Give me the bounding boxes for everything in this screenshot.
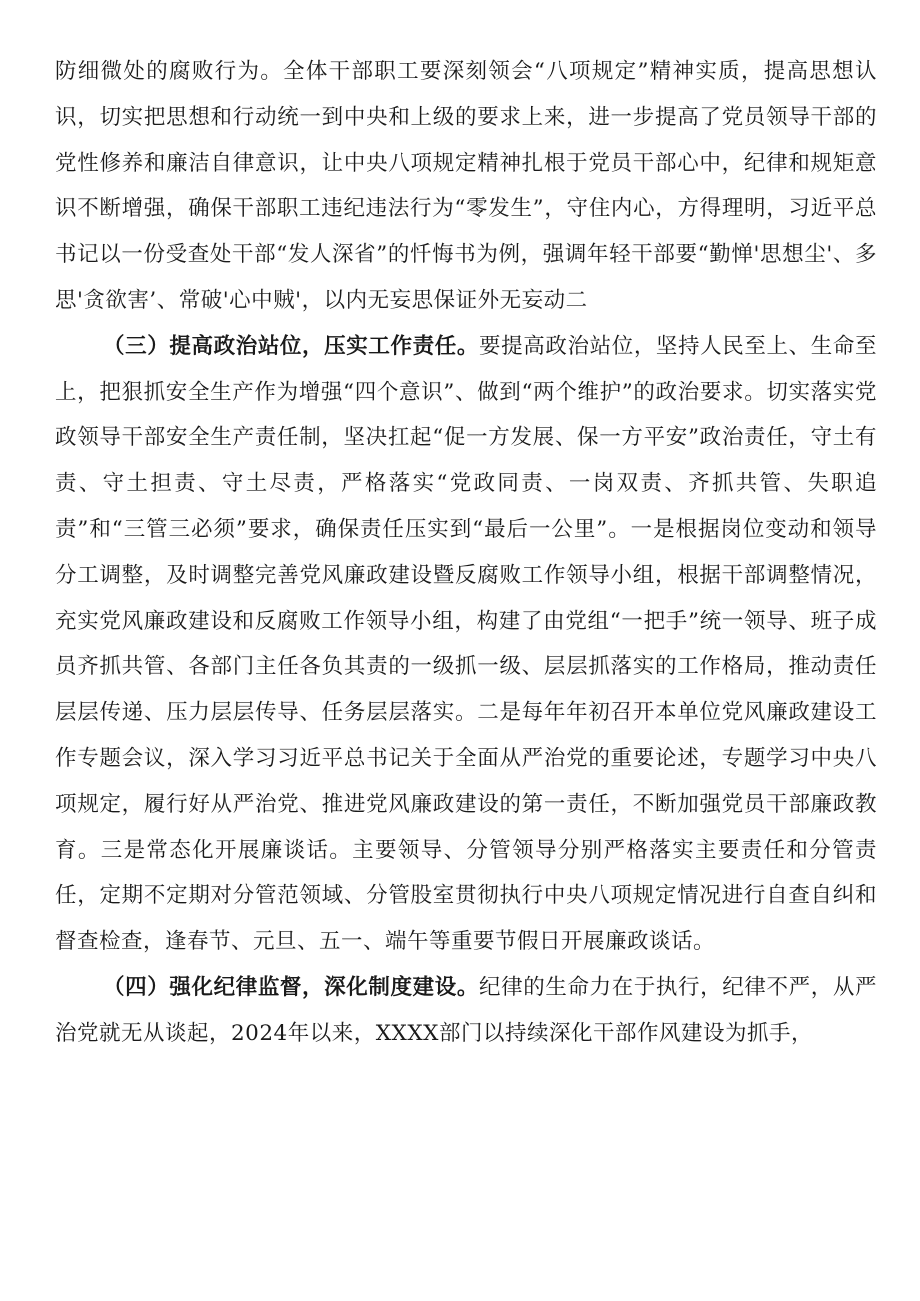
section-heading: （四）强化纪律监督，深化制度建设。 bbox=[103, 974, 479, 1000]
paragraph-section-3 bbox=[55, 324, 877, 965]
document-page bbox=[55, 49, 877, 1057]
paragraph-text: 要提高政治站位，坚持人民至上、生命至上，把狠抓安全生产作为增强“四个意识”、做到“两个维护”的政治要求。切实落实党政领导干部安全生产责任制，坚决扛起“促一方发展、保一方平安”政治责任，守土有责、守土担责、守土尽责，严格落实“党政同责、一岗双责、齐抓共管、失职追责”和“三管三必须”要求，确保责任压实到“最后一公里”。一是根据岗位变动和领导分工调整，及时调整完善党风廉政建设暨反腐败工作领导小组，根据干部调整情况，充实党风廉政建设和反腐败工作领导小组，构建了由党组“一把手”统一领导、班子成员齐抓共管、各部门主任各负其责的一级抓一级、层层抓落实的工作格局，推动责任层层传递、压力层层传导、任务层层落实。二是每年年初召开本单位党风廉政建设工作专题会议，深入学习习近平总书记关于全面从严治党的重要论述，专题学习中央八项规定，履行好从严治党、推进党风廉政建设的第一责任，不断加强党员干部廉政教育。三是常态化开展廉谈话。主要领导、分管领导分别严格落实主要责任和分管责任，定期不定期对分管范领域、分管股室贯彻执行中央八项规定情况进行自查自纠和督查检查，逢春节、元旦、五一、端午等重要节假日开展廉政谈话。 bbox=[55, 333, 877, 955]
paragraph-text: 防细微处的腐败行为。全体干部职工要深刻领会“八项规定”精神实质，提高思想认识，切实把思想和行动统一到中央和上级的要求上来，进一步提高了党员领导干部的党性修养和廉洁自律意识，让中央八项规定精神扎根于党员干部心中，纪律和规矩意识不断增强，确保干部职工违纪违法行为“零发生”，守住内心，方得理明，习近平总书记以一份受查处干部“发人深省”的忏悔书为例，强调年轻干部要“勤惮'思想尘'、多思'贪欲害’、常破'心中贼'，以内无妄思保证外无妄动二 bbox=[55, 59, 877, 313]
paragraph-continuation bbox=[55, 49, 877, 324]
section-heading: （三）提高政治站位，压实工作责任。 bbox=[103, 333, 479, 359]
paragraph-text: 纪律的生命力在于执行，纪律不严，从严治党就无从谈起，2024年以来，XXXX部门以持续深化干部作风建设为抓手， bbox=[55, 974, 877, 1046]
paragraph-section-4 bbox=[55, 965, 877, 1057]
